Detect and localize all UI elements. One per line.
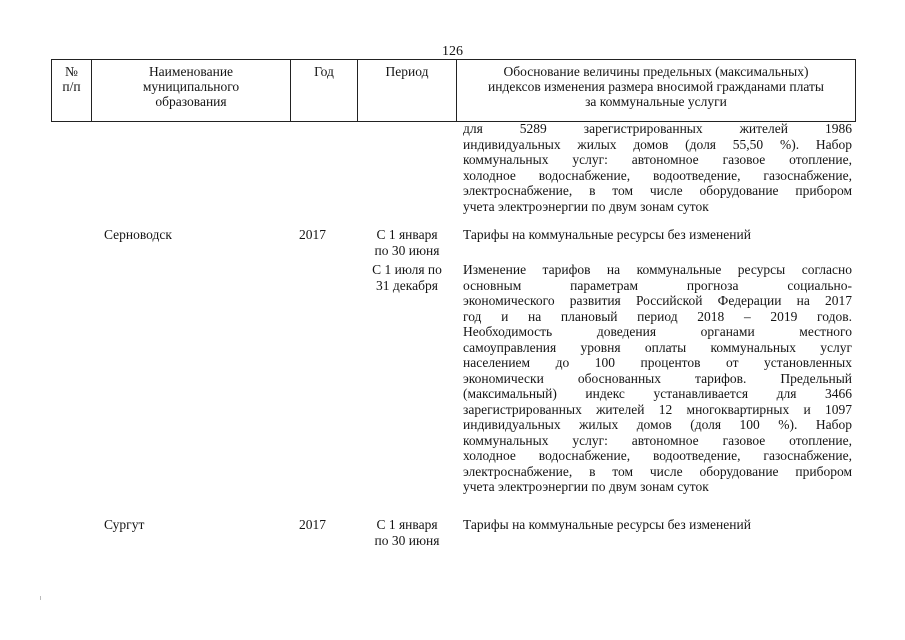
header-text-line: образования (155, 94, 227, 109)
header-period-column: Период (385, 64, 429, 79)
period-line: С 1 января (376, 517, 438, 532)
header-name-column (91, 64, 291, 109)
header-justification-column (456, 64, 856, 109)
text-line: учета электроэнергии по двум зонам суток (463, 198, 709, 214)
text-line: учета электроэнергии по двум зонам суток (463, 479, 709, 494)
header-text-line: п/п (62, 79, 81, 94)
period-line: по 30 июня (374, 242, 440, 258)
municipality-name: Серноводск (104, 227, 172, 242)
period-line: С 1 июля по (372, 262, 442, 277)
text-line: самоуправления уровня оплаты коммунальных услуг (463, 339, 852, 355)
header-text-line: Наименование (148, 64, 234, 79)
text-line: холодное водоснабжение, водоотведение, газоснабжение, (463, 448, 852, 463)
year-value: 2017 (299, 517, 326, 532)
text-line: индивидуальных жилых домов (доля 55,50 %). Набор (463, 136, 852, 152)
text-line: экономического развития Российской Федерации на 2017 (463, 293, 852, 308)
text-line: населением до 100 процентов от установленных (463, 355, 852, 370)
text-line: основным параметрам прогноза социально- (463, 277, 852, 293)
header-text-line: Обоснование величины предельных (максимальных) (503, 64, 809, 79)
text-line: (максимальный) индекс устанавливается для 3466 (463, 386, 852, 401)
text-line: экономически обоснованных тарифов. Предельный (463, 370, 852, 386)
year-value: 2017 (299, 227, 326, 242)
period-line: С 1 января (376, 227, 438, 242)
text-line: коммунальных услуг: автономное газовое отопление, (463, 432, 852, 448)
municipality-name: Сургут (104, 517, 145, 532)
text-line: для 5289 зарегистрированных жителей 1986 (463, 121, 852, 136)
justification-text (463, 517, 852, 533)
text-line: Тарифы на коммунальные ресурсы без изменений (463, 227, 751, 242)
period-line: 31 декабря (376, 277, 438, 293)
period-cell (357, 227, 457, 258)
header-number-column (51, 64, 92, 94)
justification-text (463, 262, 852, 495)
period-cell (357, 262, 457, 293)
text-line: Изменение тарифов на коммунальные ресурсы согласно (463, 262, 852, 277)
text-line: коммунальных услуг: автономное газовое отопление, (463, 152, 852, 167)
continuation-text (463, 121, 852, 214)
text-line: Необходимость доведения органами местного (463, 324, 852, 339)
justification-text (463, 227, 852, 243)
header-text-line: муниципального (142, 79, 240, 94)
period-cell (357, 517, 457, 548)
scan-mark (40, 596, 41, 600)
period-line: по 30 июня (374, 532, 440, 548)
header-year-column: Год (314, 64, 334, 79)
text-line: индивидуальных жилых домов (доля 100 %). Набор (463, 417, 852, 432)
text-line: электроснабжение, в том числе оборудование прибором (463, 463, 852, 479)
text-line: Тарифы на коммунальные ресурсы без изменений (463, 517, 751, 532)
header-text-line: за коммунальные услуги (585, 94, 727, 109)
text-line: зарегистрированных жителей 12 многоквартирных и 1097 (463, 401, 852, 417)
header-top-border (51, 59, 856, 60)
header-text-line: № (65, 64, 78, 79)
text-line: холодное водоснабжение, водоотведение, газоснабжение, (463, 167, 852, 183)
text-line: год и на плановый период 2018 – 2019 годов. (463, 308, 852, 324)
header-text-line: индексов изменения размера вносимой гражданами платы (488, 79, 824, 94)
page-number: 126 (442, 44, 463, 59)
text-line: электроснабжение, в том числе оборудование прибором (463, 183, 852, 198)
